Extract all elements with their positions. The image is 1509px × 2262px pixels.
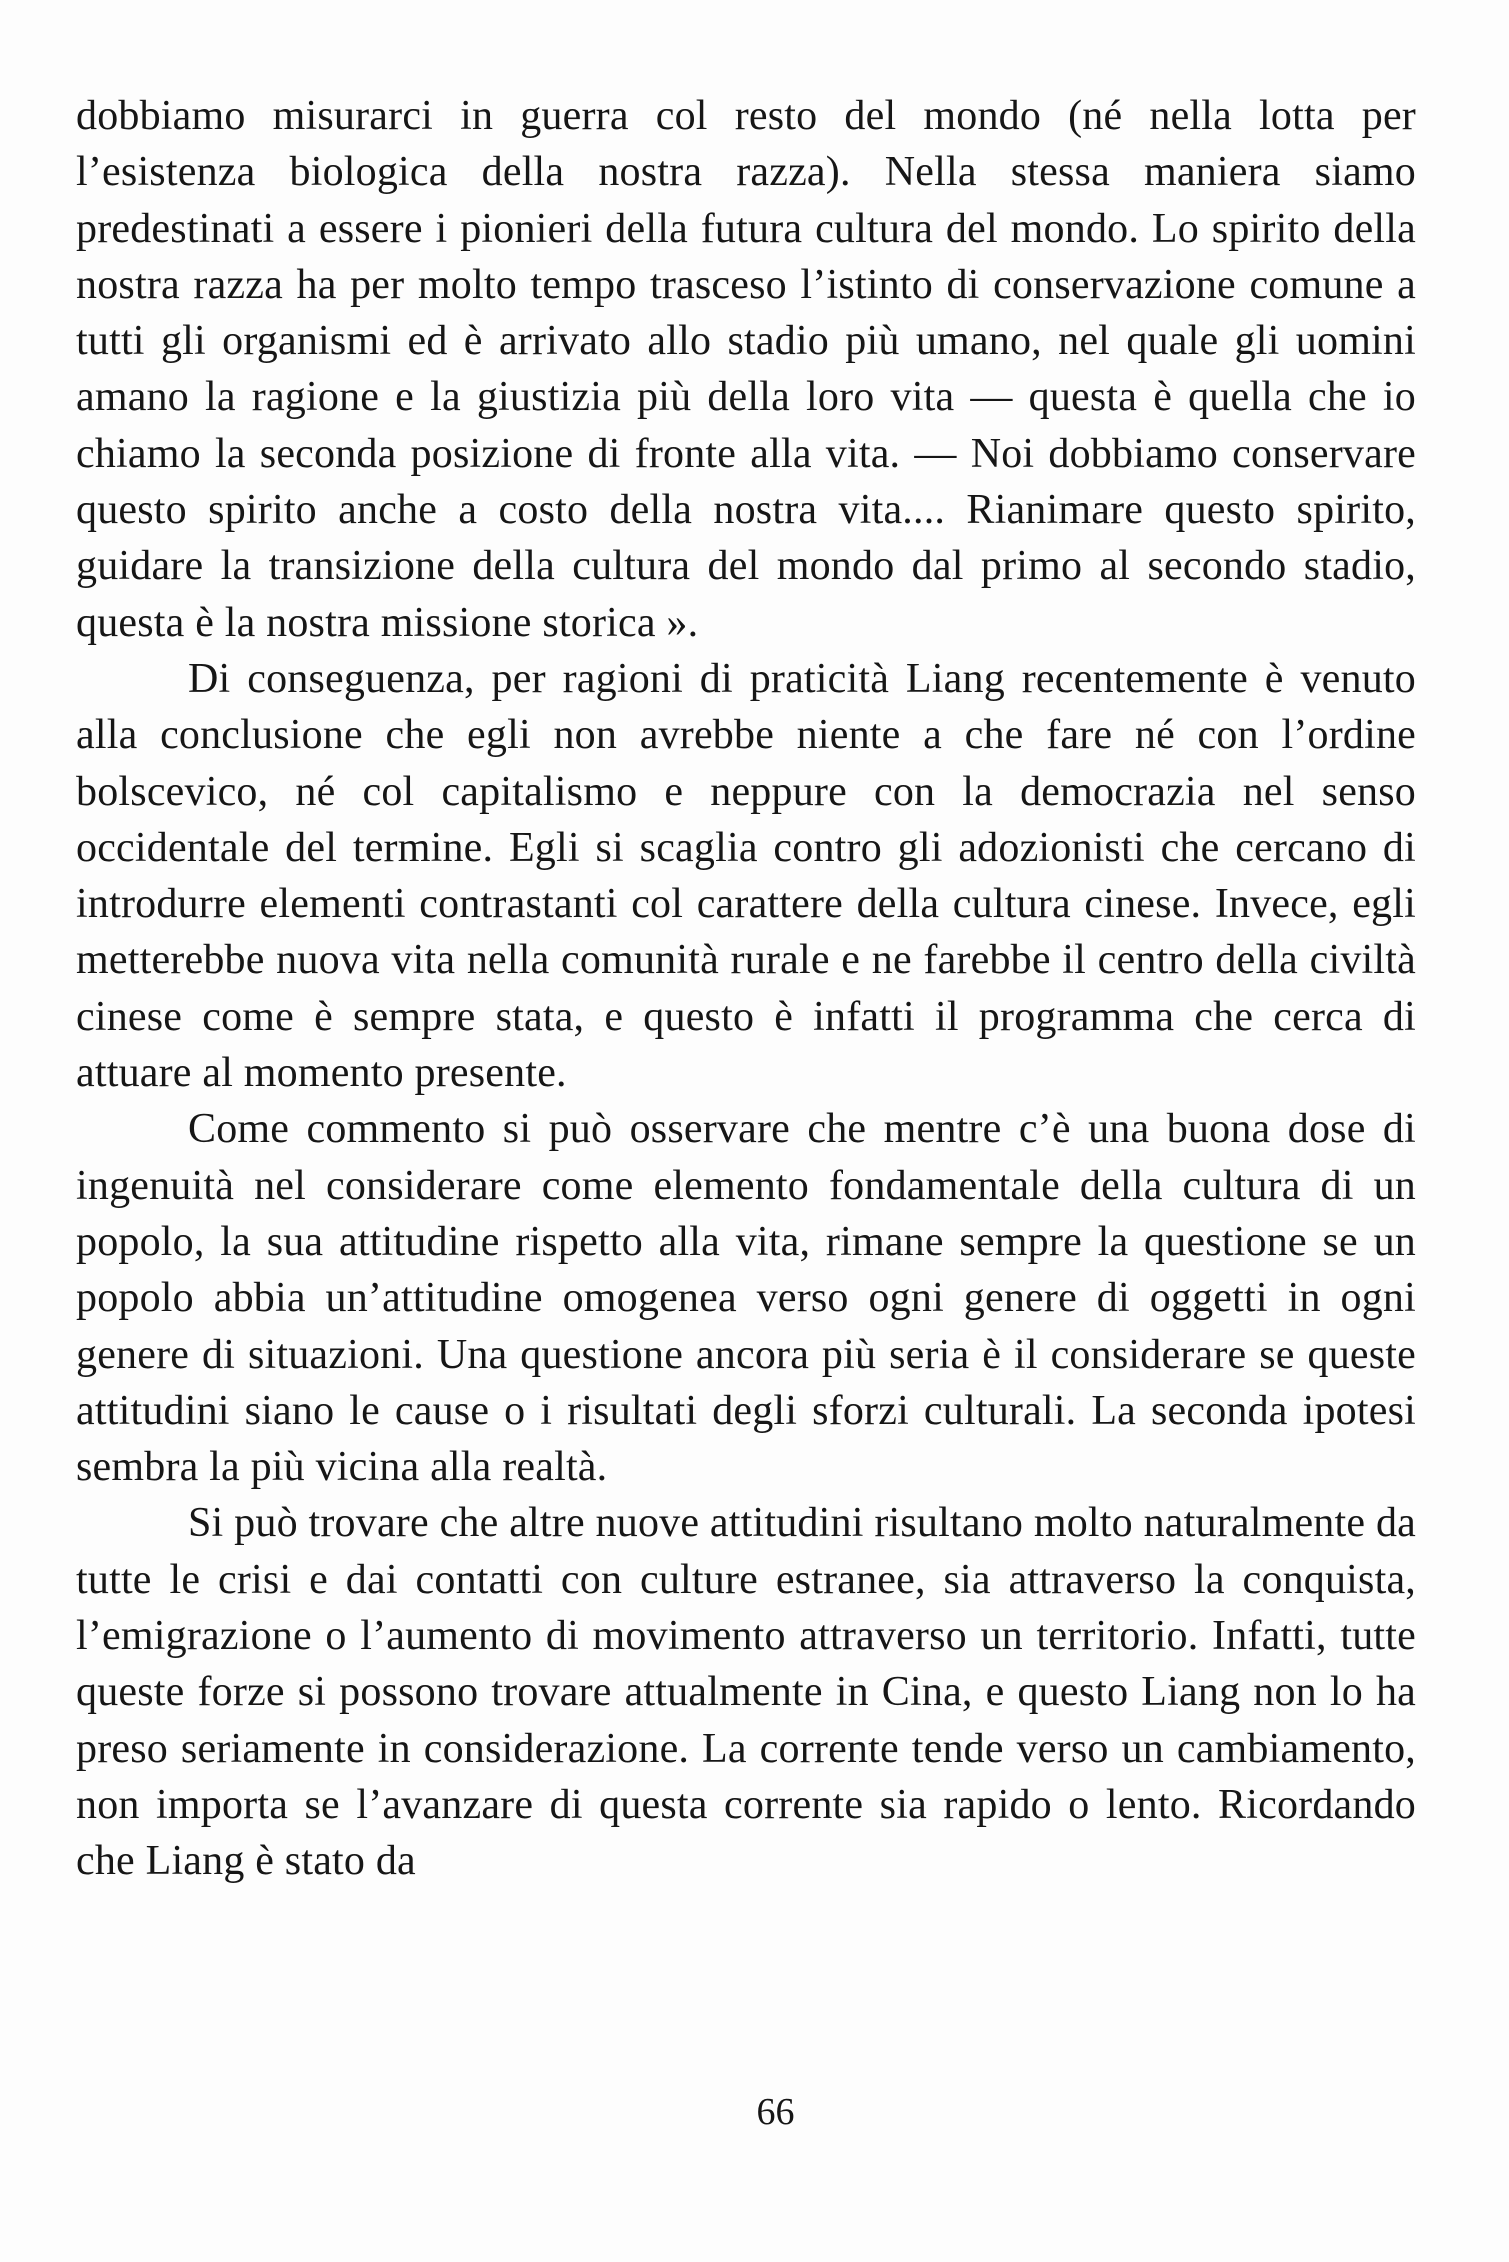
page-number: 66 <box>756 2091 795 2133</box>
paragraph-2: Di conseguenza, per ragioni di praticità Liang recentemente è venuto alla conclusione che egli non avrebbe niente a che fare né con l’ordine bolscevico, né col capitalismo e neppure con la democrazia nel senso occidentale del termine. Egli si scaglia contro gli adozionisti che cercano di introdurre elementi contrastanti col carattere della cultura cinese. Invece, egli metterebbe nuova vita nella comunità rurale e ne farebbe il centro della civiltà cinese come è sempre stata, e questo è infatti il programma che cerca di attuare al momento presente. <box>76 655 1416 1097</box>
paragraph-1: dobbiamo misurarci in guerra col resto del mondo (né nella lotta per l’esistenza biologica della nostra razza). Nella stessa maniera siamo predestinati a essere i pionieri della futura cultura del mondo. Lo spirito della nostra razza ha per molto tempo trasceso l’istinto di conservazione comune a tutti gli organismi ed è arrivato allo stadio più umano, nel quale gli uomini amano la ragione e la giustizia più della loro vita — questa è quella che io chiamo la seconda posizione di fronte alla vita. — Noi dobbiamo conservare questo spirito anche a costo della nostra vita.... Rianimare questo spirito, guidare la transizione della cultura del mondo dal primo al secondo stadio, questa è la nostra missione storica ». <box>76 93 1416 646</box>
body-text <box>76 88 1416 1890</box>
paragraph-4: Si può trovare che altre nuove attitudini risultano molto naturalmente da tutte le crisi e dai contatti con culture estranee, sia attraverso la conquista, l’emigrazione o l’aumento di movimento attraverso un territorio. Infatti, tutte queste forze si possono trovare attualmente in Cina, e questo Liang non lo ha preso seriamente in considerazione. La corrente tende verso un cambiamento, non importa se l’avanzare di questa corrente sia rapido o lento. Ricordando che Liang è stato da <box>76 1500 1416 1885</box>
paragraph-3: Come commento si può osservare che mentre c’è una buona dose di ingenuità nel considerare come elemento fondamentale della cultura di un popolo, la sua attitudine rispetto alla vita, rimane sempre la questione se un popolo abbia un’attitudine omogenea verso ogni genere di oggetti in ogni genere di situazioni. Una questione ancora più seria è il considerare se queste attitudini siano le cause o i risultati degli sforzi culturali. La seconda ipotesi sembra la più vicina alla realtà. <box>76 1106 1416 1491</box>
